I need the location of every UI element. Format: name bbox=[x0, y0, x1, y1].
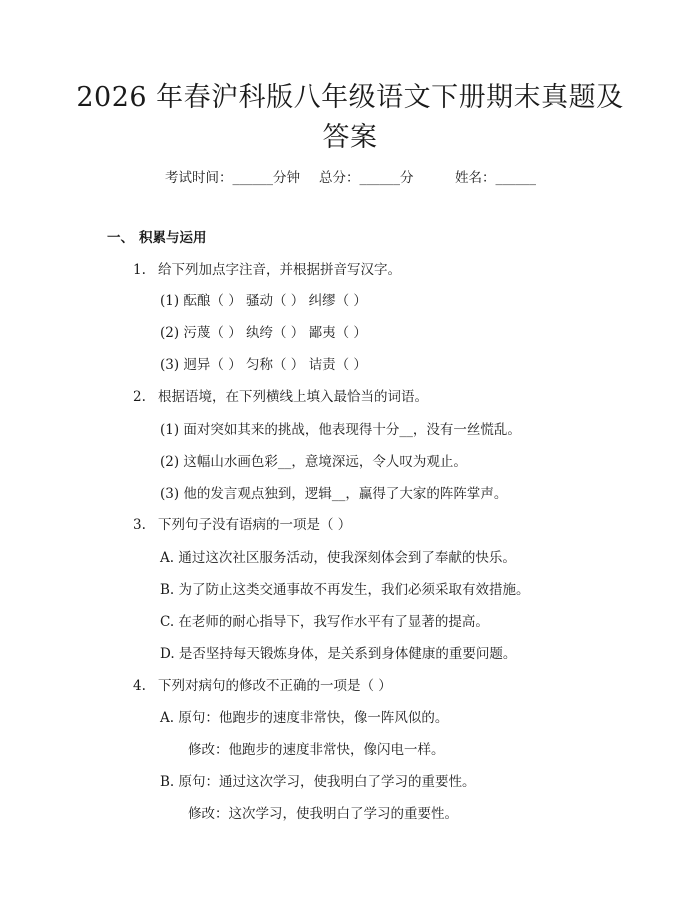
question-1-item-3: (3) 迥异（ ） 匀称（ ） 诘责（ ） bbox=[160, 357, 367, 373]
question-2-item-1: (1) 面对突如其来的挑战，他表现得十分__，没有一丝慌乱。 bbox=[160, 422, 521, 438]
option-a: A. 通过这次社区服务活动，使我深刻体会到了奉献的快乐。 bbox=[160, 550, 516, 566]
option-d: D. 是否坚持每天锻炼身体，是关系到身体健康的重要问题。 bbox=[160, 646, 517, 662]
page-title-line1: 2026 年春沪科版八年级语文下册期末真题及 bbox=[76, 82, 624, 113]
option-a-revision: 修改：他跑步的速度非常快，像闪电一样。 bbox=[188, 742, 445, 758]
option-b-original: B. 原句：通过这次学习，使我明白了学习的重要性。 bbox=[160, 774, 476, 790]
option-b-revision: 修改：这次学习，使我明白了学习的重要性。 bbox=[188, 806, 458, 822]
question-1-item-2: (2) 污蔑（ ） 纨绔（ ） 鄙夷（ ） bbox=[160, 325, 367, 341]
question-1-item-1: (1) 酝酿（ ） 骚动（ ） 纠缪（ ） bbox=[160, 293, 367, 309]
option-c: C. 在老师的耐心指导下，我写作水平有了显著的提高。 bbox=[160, 614, 489, 630]
question-number: 1. bbox=[133, 262, 146, 278]
question-2-item-3: (3) 他的发言观点独到，逻辑__，赢得了大家的阵阵掌声。 bbox=[160, 486, 508, 502]
question-text: 下列对病句的修改不正确的一项是（ ） bbox=[158, 678, 392, 694]
total-score-field: 总分：______分 bbox=[319, 170, 414, 186]
exam-time-field: 考试时间：______分钟 bbox=[165, 170, 300, 186]
section-number: 一、 bbox=[107, 230, 134, 246]
question-number: 4. bbox=[133, 678, 146, 694]
option-a-original: A. 原句：他跑步的速度非常快，像一阵风似的。 bbox=[160, 710, 449, 726]
student-name-field: 姓名：______ bbox=[455, 170, 536, 186]
question-text: 根据语境，在下列横线上填入最恰当的词语。 bbox=[158, 389, 428, 405]
question-number: 2. bbox=[133, 389, 146, 405]
page-title-line2: 答案 bbox=[322, 122, 378, 153]
section-title: 积累与运用 bbox=[139, 230, 207, 246]
question-2-item-2: (2) 这幅山水画色彩__，意境深远，令人叹为观止。 bbox=[160, 454, 467, 470]
question-text: 下列句子没有语病的一项是（ ） bbox=[158, 517, 352, 533]
question-text: 给下列加点字注音，并根据拼音写汉字。 bbox=[158, 262, 401, 278]
option-b: B. 为了防止这类交通事故不再发生，我们必须采取有效措施。 bbox=[160, 582, 530, 598]
question-number: 3. bbox=[133, 517, 146, 533]
